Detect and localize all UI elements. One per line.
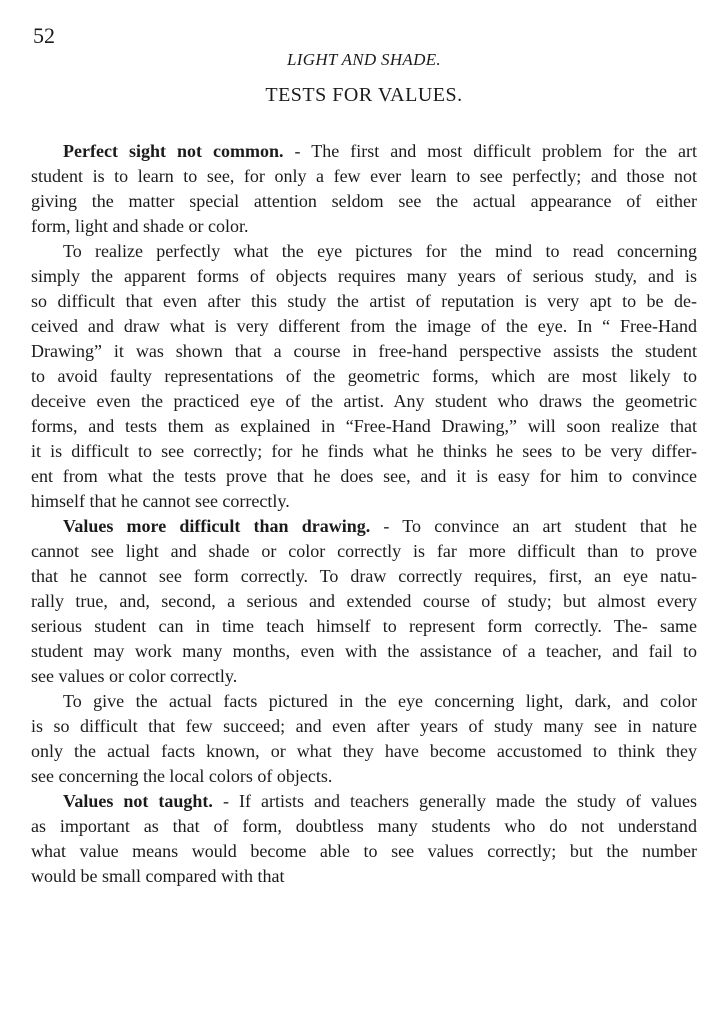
text-line: so difficult that even after this study the artist of reputation is very apt to be de- <box>31 291 697 311</box>
paragraph <box>31 789 697 889</box>
text-line: Values not taught. - If artists and teachers generally made the study of values <box>63 791 697 811</box>
text-line: himself that he cannot see correctly. <box>31 491 290 511</box>
paragraph <box>31 689 697 789</box>
text-line: deceive even the practiced eye of the artist. Any student who draws the geometric <box>31 391 697 411</box>
text-line: form, light and shade or color. <box>31 216 249 236</box>
text-line: student is to learn to see, for only a few ever learn to see perfectly; and those not <box>31 166 697 186</box>
text-line: to avoid faulty representations of the geometric forms, which are most likely to <box>31 366 697 386</box>
paragraph-lead: Perfect sight not common. <box>63 141 284 161</box>
text-line: see concerning the local colors of objects. <box>31 766 333 786</box>
text-line: is so difficult that few succeed; and even after years of study many see in nature <box>31 716 697 736</box>
text-line: would be small compared with that <box>31 866 285 886</box>
text-line: rally true, and, second, a serious and extended course of study; but almost every <box>31 591 697 611</box>
section-title: TESTS FOR VALUES. <box>265 84 463 106</box>
text-line: Values more difficult than drawing. - To convince an art student that he <box>63 516 697 536</box>
text-line: simply the apparent forms of objects requires many years of serious study, and is <box>31 266 697 286</box>
text-line: ceived and draw what is very different from the image of the eye. In “ Free-Hand <box>31 316 697 336</box>
text-line: only the actual facts known, or what they have become accustomed to think they <box>31 741 697 761</box>
text-line: ent from what the tests prove that he does see, and it is easy for him to convince <box>31 466 697 486</box>
running-head: LIGHT AND SHADE. <box>287 50 441 69</box>
paragraph-lead: Values more difficult than drawing. <box>63 516 371 536</box>
text-line: To realize perfectly what the eye pictures for the mind to read concerning <box>63 241 697 261</box>
text-line: see values or color correctly. <box>31 666 238 686</box>
text-line: student may work many months, even with the assistance of a teacher, and fail to <box>31 641 697 661</box>
text-line: giving the matter special attention seldom see the actual appearance of either <box>31 191 697 211</box>
text-line: Drawing” it was shown that a course in free-hand perspective assists the student <box>31 341 697 361</box>
page-number: 52 <box>33 23 55 48</box>
paragraph <box>31 239 697 514</box>
text-line: that he cannot see form correctly. To draw correctly requires, first, an eye natu- <box>31 566 697 586</box>
text-line: Perfect sight not common. - The first and most difficult problem for the art <box>63 141 697 161</box>
text-line: To give the actual facts pictured in the eye concerning light, dark, and color <box>63 691 697 711</box>
text-line: as important as that of form, doubtless many students who do not understand <box>31 816 697 836</box>
text-line: it is difficult to see correctly; for he finds what he thinks he sees to be very differ- <box>31 441 697 461</box>
paragraph <box>31 139 697 239</box>
body-text <box>31 139 697 889</box>
text-line: forms, and tests them as explained in “Free-Hand Drawing,” will soon realize that <box>31 416 697 436</box>
paragraph-lead: Values not taught. <box>63 791 213 811</box>
text-line: serious student can in time teach himself to represent form correctly. The- same <box>31 616 697 636</box>
text-line: what value means would become able to see values correctly; but the number <box>31 841 697 861</box>
text-line: cannot see light and shade or color correctly is far more difficult than to prove <box>31 541 697 561</box>
paragraph <box>31 514 697 689</box>
